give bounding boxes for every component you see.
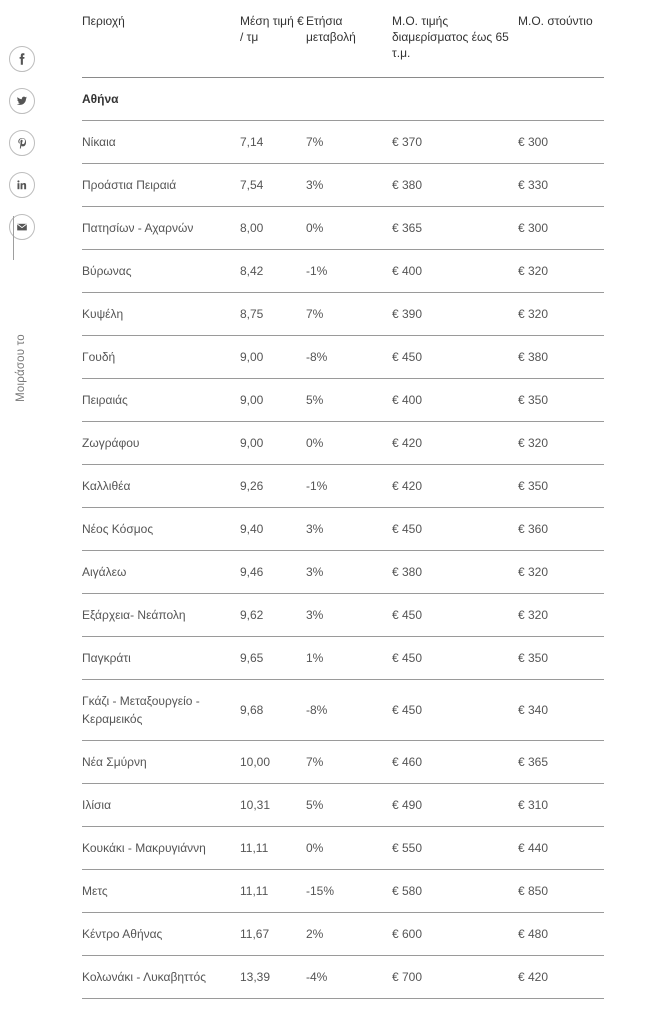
table-row (82, 379, 604, 422)
apartment-avg-cell: € 450 (392, 594, 518, 637)
studio-avg-cell: € 340 (518, 680, 604, 741)
header-avg-price: Μέση τιμή € / τμ (240, 0, 306, 78)
studio-avg-cell: € 320 (518, 422, 604, 465)
avg-price-cell: 11,11 (240, 827, 306, 870)
annual-change-cell: 1% (306, 637, 392, 680)
annual-change-cell: -1% (306, 250, 392, 293)
studio-avg-cell: € 380 (518, 336, 604, 379)
avg-price-cell: 10,31 (240, 784, 306, 827)
annual-change-cell: -8% (306, 336, 392, 379)
avg-price-cell: 8,00 (240, 207, 306, 250)
avg-price-cell: 9,68 (240, 680, 306, 741)
table-row (82, 293, 604, 336)
pinterest-icon (16, 137, 28, 149)
annual-change-cell: 7% (306, 121, 392, 164)
avg-price-cell: 9,00 (240, 422, 306, 465)
linkedin-icon (16, 179, 28, 191)
annual-change-cell: 7% (306, 741, 392, 784)
apartment-avg-cell: € 580 (392, 870, 518, 913)
area-cell: Βύρωνας (82, 250, 240, 293)
area-cell: Μετς (82, 870, 240, 913)
area-cell: Γουδή (82, 336, 240, 379)
apartment-avg-cell: € 420 (392, 422, 518, 465)
apartment-avg-cell: € 600 (392, 913, 518, 956)
table-row (82, 870, 604, 913)
header-area: Περιοχή (82, 0, 240, 78)
facebook-share-button[interactable] (9, 46, 35, 72)
group-title: Αθήνα (82, 78, 604, 121)
apartment-avg-cell: € 380 (392, 551, 518, 594)
table-header-row (82, 0, 604, 78)
studio-avg-cell: € 300 (518, 207, 604, 250)
studio-avg-cell: € 440 (518, 827, 604, 870)
table-row (82, 336, 604, 379)
studio-avg-cell: € 350 (518, 465, 604, 508)
annual-change-cell: 3% (306, 164, 392, 207)
annual-change-cell: 2% (306, 913, 392, 956)
area-cell: Νίκαια (82, 121, 240, 164)
avg-price-cell: 7,54 (240, 164, 306, 207)
avg-price-cell: 9,00 (240, 336, 306, 379)
annual-change-cell: -4% (306, 956, 392, 999)
apartment-avg-cell: € 490 (392, 784, 518, 827)
avg-price-cell: 8,75 (240, 293, 306, 336)
area-cell: Ιλίσια (82, 784, 240, 827)
avg-price-cell: 11,11 (240, 870, 306, 913)
table-row (82, 465, 604, 508)
share-divider (13, 216, 14, 260)
apartment-avg-cell: € 450 (392, 508, 518, 551)
area-cell: Παγκράτι (82, 637, 240, 680)
apartment-avg-cell: € 400 (392, 379, 518, 422)
apartment-avg-cell: € 700 (392, 956, 518, 999)
area-cell: Κουκάκι - Μακρυγιάννη (82, 827, 240, 870)
table-row (82, 508, 604, 551)
studio-avg-cell: € 320 (518, 551, 604, 594)
pinterest-share-button[interactable] (9, 130, 35, 156)
table-row (82, 551, 604, 594)
table-row (82, 956, 604, 999)
annual-change-cell: 3% (306, 551, 392, 594)
studio-avg-cell: € 360 (518, 508, 604, 551)
area-cell: Εξάρχεια- Νεάπολη (82, 594, 240, 637)
email-icon (16, 221, 28, 233)
apartment-avg-cell: € 365 (392, 207, 518, 250)
apartment-avg-cell: € 420 (392, 465, 518, 508)
avg-price-cell: 9,46 (240, 551, 306, 594)
avg-price-cell: 11,67 (240, 913, 306, 956)
studio-avg-cell: € 350 (518, 637, 604, 680)
avg-price-cell: 8,42 (240, 250, 306, 293)
annual-change-cell: 0% (306, 422, 392, 465)
table-row (82, 594, 604, 637)
avg-price-cell: 9,65 (240, 637, 306, 680)
studio-avg-cell: € 330 (518, 164, 604, 207)
studio-avg-cell: € 320 (518, 293, 604, 336)
apartment-avg-cell: € 550 (392, 827, 518, 870)
share-label: Μοιράσου το (15, 334, 27, 402)
annual-change-cell: -8% (306, 680, 392, 741)
table-row (82, 121, 604, 164)
studio-avg-cell: € 480 (518, 913, 604, 956)
avg-price-cell: 9,40 (240, 508, 306, 551)
facebook-icon (16, 53, 28, 65)
avg-price-cell: 9,26 (240, 465, 306, 508)
header-studio-avg: Μ.Ο. στούντιο (518, 0, 604, 78)
linkedin-share-button[interactable] (9, 172, 35, 198)
avg-price-cell: 9,62 (240, 594, 306, 637)
annual-change-cell: 5% (306, 784, 392, 827)
apartment-avg-cell: € 450 (392, 336, 518, 379)
table-row (82, 827, 604, 870)
table-row (82, 164, 604, 207)
studio-avg-cell: € 350 (518, 379, 604, 422)
area-cell: Αιγάλεω (82, 551, 240, 594)
rent-prices-table (82, 0, 604, 999)
table-row (82, 680, 604, 741)
group-row (82, 78, 604, 121)
apartment-avg-cell: € 460 (392, 741, 518, 784)
annual-change-cell: 0% (306, 827, 392, 870)
area-cell: Προάστια Πειραιά (82, 164, 240, 207)
studio-avg-cell: € 850 (518, 870, 604, 913)
area-cell: Καλλιθέα (82, 465, 240, 508)
apartment-avg-cell: € 380 (392, 164, 518, 207)
avg-price-cell: 10,00 (240, 741, 306, 784)
area-cell: Πειραιάς (82, 379, 240, 422)
header-apartment-avg: Μ.Ο. τιμής διαμερίσματος έως 65 τ.μ. (392, 0, 518, 78)
annual-change-cell: 7% (306, 293, 392, 336)
area-cell: Κυψέλη (82, 293, 240, 336)
studio-avg-cell: € 365 (518, 741, 604, 784)
annual-change-cell: 3% (306, 594, 392, 637)
avg-price-cell: 7,14 (240, 121, 306, 164)
annual-change-cell: -1% (306, 465, 392, 508)
area-cell: Νέα Σμύρνη (82, 741, 240, 784)
avg-price-cell: 9,00 (240, 379, 306, 422)
apartment-avg-cell: € 390 (392, 293, 518, 336)
apartment-avg-cell: € 450 (392, 680, 518, 741)
area-cell: Ζωγράφου (82, 422, 240, 465)
studio-avg-cell: € 320 (518, 250, 604, 293)
area-cell: Γκάζι - Μεταξουργείο - Κεραμεικός (82, 680, 240, 741)
studio-avg-cell: € 300 (518, 121, 604, 164)
annual-change-cell: -15% (306, 870, 392, 913)
twitter-icon (16, 95, 28, 107)
studio-avg-cell: € 420 (518, 956, 604, 999)
annual-change-cell: 3% (306, 508, 392, 551)
table-row (82, 741, 604, 784)
apartment-avg-cell: € 450 (392, 637, 518, 680)
studio-avg-cell: € 310 (518, 784, 604, 827)
table-row (82, 250, 604, 293)
annual-change-cell: 0% (306, 207, 392, 250)
area-cell: Πατησίων - Αχαρνών (82, 207, 240, 250)
table-row (82, 422, 604, 465)
area-cell: Κολωνάκι - Λυκαβηττός (82, 956, 240, 999)
area-cell: Νέος Κόσμος (82, 508, 240, 551)
apartment-avg-cell: € 370 (392, 121, 518, 164)
table-row (82, 207, 604, 250)
apartment-avg-cell: € 400 (392, 250, 518, 293)
table-row (82, 784, 604, 827)
area-cell: Κέντρο Αθήνας (82, 913, 240, 956)
header-annual-change: Ετήσια μεταβολή (306, 0, 392, 78)
avg-price-cell: 13,39 (240, 956, 306, 999)
annual-change-cell: 5% (306, 379, 392, 422)
studio-avg-cell: € 320 (518, 594, 604, 637)
table-row (82, 913, 604, 956)
twitter-share-button[interactable] (9, 88, 35, 114)
table-row (82, 637, 604, 680)
